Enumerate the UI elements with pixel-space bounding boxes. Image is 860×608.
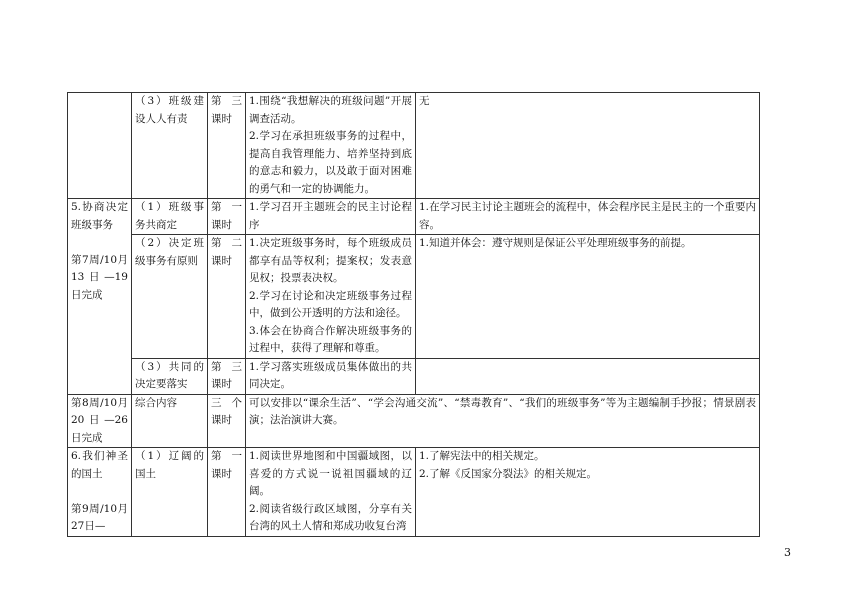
unit-cell bbox=[68, 199, 132, 395]
hours-cell: 第三课时 bbox=[208, 93, 246, 199]
content-cell: 可以安排以“课余生活”、“学会沟通交流”、“禁毒教育”、“我们的班级事务”等为主题编制手抄报；情景剧表演；法治演讲大赛。 bbox=[246, 394, 760, 448]
objectives-cell: 1.学习落实班级成员集体做出的共同决定。 bbox=[246, 358, 416, 394]
hours-cell: 第一课时 bbox=[208, 199, 246, 235]
objectives-cell: 1.阅读世界地图和中国疆域图，以喜爱的方式说一说祖国疆域的辽阔。 2.阅读省级行政区域图，分享有关台湾的风土人情和郑成功收复台湾 bbox=[246, 448, 416, 537]
unit-cell bbox=[68, 394, 132, 448]
unit-cell bbox=[68, 448, 132, 537]
unit-schedule: 第7周/10月13日—19日完成 bbox=[71, 253, 128, 301]
table-row bbox=[68, 199, 760, 235]
lesson-cell: （1）班级事务共商定 bbox=[132, 199, 208, 235]
table-row bbox=[68, 448, 760, 537]
hours-cell: 第二课时 bbox=[208, 235, 246, 359]
table-row bbox=[68, 93, 760, 199]
curriculum-table bbox=[67, 92, 760, 537]
objectives-cell: 1.决定班级事务时，每个班级成员都享有品等权利；提案权；发表意见权；投票表决权。 2.学习在讨论和决定班级事务过程中，做到公开透明的方法和途径。 3.体会在协商合作解决班级事务的过程中，获得了理解和尊重。 bbox=[246, 235, 416, 359]
lesson-cell: （3）共同的决定要落实 bbox=[132, 358, 208, 394]
week-schedule: 第8周/10月20日—26日完成 bbox=[71, 396, 128, 444]
unit-cell bbox=[68, 93, 132, 199]
page-number: 3 bbox=[784, 546, 791, 559]
table-row bbox=[68, 394, 760, 448]
objectives-cell: 1.围绕“我想解决的班级问题”开展调查活动。 2.学习在承担班级事务的过程中，提高自我管理能力、培养坚持到底的意志和毅力，以及敢于面对困难的勇气和一定的协调能力。 bbox=[246, 93, 416, 199]
hours-cell: 三个课时 bbox=[208, 394, 246, 448]
lesson-cell: 综合内容 bbox=[132, 394, 208, 448]
notes-cell: 1.知道并体会：遵守规则是保证公平处理班级事务的前提。 bbox=[416, 235, 760, 359]
lesson-cell: （2）决定班级事务有原则 bbox=[132, 235, 208, 359]
notes-cell: 1.在学习民主讨论主题班会的流程中，体会程序民主是民主的一个重要内容。 bbox=[416, 199, 760, 235]
lesson-cell: （1）辽阔的国土 bbox=[132, 448, 208, 537]
table-row bbox=[68, 358, 760, 394]
lesson-cell: （3）班级建设人人有责 bbox=[132, 93, 208, 199]
notes-cell: 无 bbox=[416, 93, 760, 199]
hours-cell: 第三课时 bbox=[208, 358, 246, 394]
notes-cell bbox=[416, 358, 760, 394]
table-row bbox=[68, 235, 760, 359]
unit-schedule: 第9周/10月27日— bbox=[71, 502, 128, 532]
notes-cell: 1.了解宪法中的相关规定。 2.了解《反国家分裂法》的相关规定。 bbox=[416, 448, 760, 537]
objectives-cell: 1.学习召开主题班会的民主讨论程序 bbox=[246, 199, 416, 235]
unit-title: 5.协商决定班级事务 bbox=[71, 201, 128, 231]
hours-cell: 第一课时 bbox=[208, 448, 246, 537]
unit-title: 6.我们神圣的国土 bbox=[71, 450, 128, 480]
